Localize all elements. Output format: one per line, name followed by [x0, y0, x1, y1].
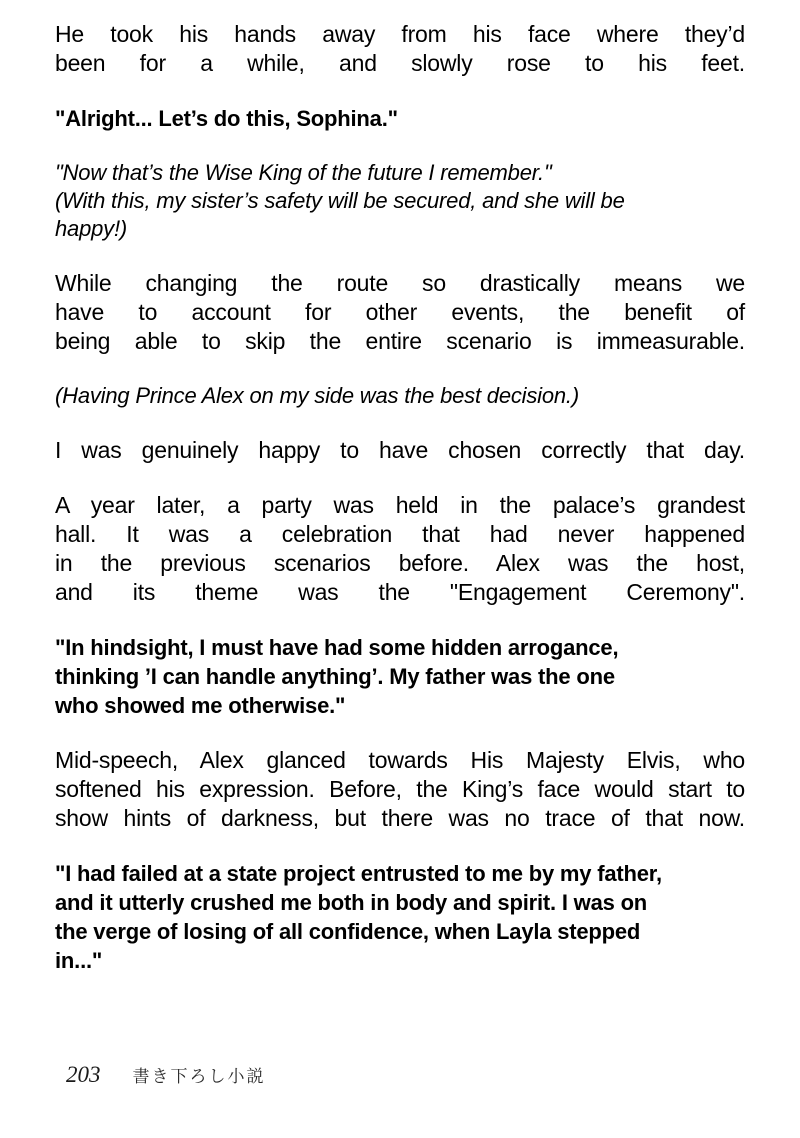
text-line: "I had failed at a state project entrusted to me by my father, [55, 861, 662, 886]
page-footer [66, 1062, 266, 1088]
text-line: "Alright... Let’s do this, Sophina." [55, 106, 398, 131]
paragraph-dialogue-9 [55, 859, 745, 975]
text-line: have to account for other events, the benefit of [55, 299, 745, 325]
text-line: who showed me otherwise." [55, 693, 346, 718]
paragraph-narration-3 [55, 269, 745, 356]
text-line: "In hindsight, I must have had some hidden arrogance, [55, 635, 619, 660]
footer-label-japanese: 書き下ろし小説 [132, 1067, 266, 1086]
paragraph-dialogue-7 [55, 633, 745, 720]
text-line: softened his expression. Before, the King’s face would start to [55, 776, 745, 802]
paragraph-narration-6 [55, 491, 745, 607]
text-line: in the previous scenarios before. Alex was the host, [55, 550, 745, 576]
paragraph-dialogue-1 [55, 104, 745, 133]
text-line: been for a while, and slowly rose to his feet. [55, 50, 745, 76]
paragraph-thought-4 [55, 382, 745, 410]
paragraph-thought-2 [55, 159, 745, 243]
text-line: being able to skip the entire scenario is immeasurable. [55, 328, 745, 354]
page-number: 203 [66, 1062, 101, 1087]
paragraph-narration-8 [55, 746, 745, 833]
text-column [55, 20, 745, 975]
text-line: happy!) [55, 216, 127, 241]
text-line: and it utterly crushed me both in body and spirit. I was on [55, 890, 648, 915]
paragraph-narration-5 [55, 436, 745, 465]
text-line: thinking ’I can handle anything’. My father was the one [55, 664, 615, 689]
text-line: Mid-speech, Alex glanced towards His Majesty Elvis, who [55, 747, 745, 773]
text-line: A year later, a party was held in the palace’s grandest [55, 492, 745, 518]
text-line: and its theme was the "Engagement Ceremony". [55, 579, 745, 605]
text-line: (With this, my sister’s safety will be secured, and she will be [55, 188, 625, 213]
text-line: the verge of losing of all confidence, when Layla stepped [55, 919, 641, 944]
paragraph-narration-0 [55, 20, 745, 78]
text-line: I was genuinely happy to have chosen correctly that day. [55, 437, 745, 463]
text-line: hall. It was a celebration that had never happened [55, 521, 745, 547]
text-line: in..." [55, 948, 103, 973]
text-line: While changing the route so drastically means we [55, 270, 745, 296]
text-line: "Now that’s the Wise King of the future I remember." [55, 160, 552, 185]
text-line: show hints of darkness, but there was no trace of that now. [55, 805, 745, 831]
text-line: (Having Prince Alex on my side was the best decision.) [55, 383, 579, 408]
text-line: He took his hands away from his face where they’d [55, 21, 745, 47]
